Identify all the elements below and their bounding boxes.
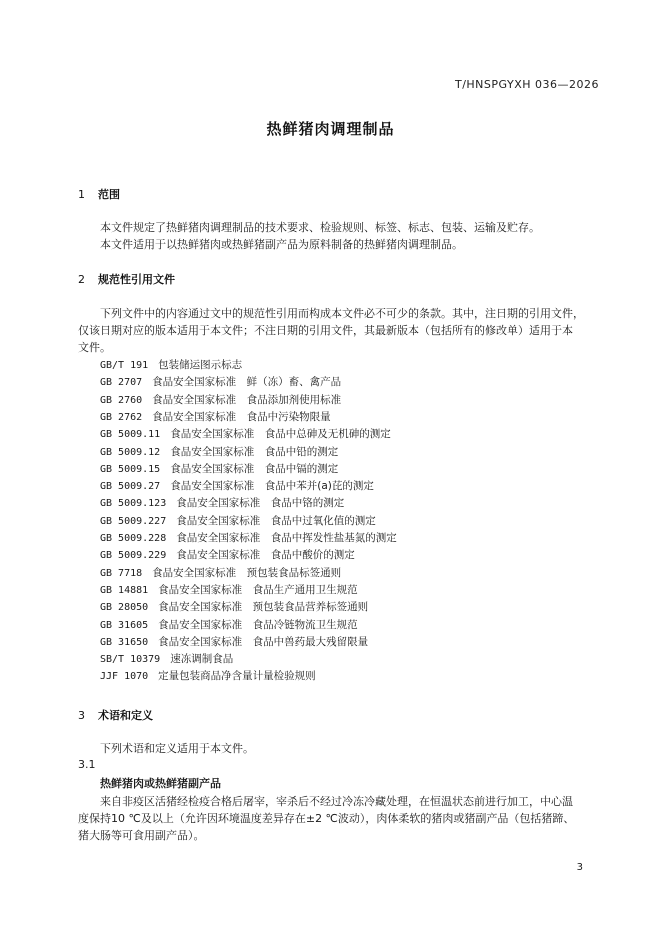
standard-code: T/HNSPGYXH 036—2026 [454,78,599,91]
term-definition-line-1: 来自非疫区活猪经检疫合格后屠宰，宰杀后不经过冷冻冷藏处理，在恒温状态前进行加工，中心温 [100,795,573,808]
normative-intro-line-1: 下列文件中的内容通过文中的规范性引用而构成本文件必不可少的条款。其中，注日期的引用文件， [100,307,584,320]
section-title: 术语和定义 [98,709,153,722]
section-number: 2 [78,273,85,286]
reference-code: GB 5009.12 [100,446,161,458]
reference-title: 食品安全国家标准 食品中挥发性盐基氮的测定 [176,532,397,544]
reference-code: GB 5009.228 [100,533,167,544]
scope-paragraph-2: 本文件适用于以热鲜猪肉或热鲜猪副产品为原料制备的热鲜猪肉调理制品。 [100,238,463,251]
section-3-heading [78,707,153,723]
section-number: 3 [78,709,85,722]
reference-item [100,565,341,582]
reference-item [100,617,358,634]
page-number: 3 [576,862,583,873]
reference-code: GB 31605 [100,619,149,631]
reference-title: 食品安全国家标准 食品中镉的测定 [170,462,339,475]
reference-code: GB 5009.229 [100,550,167,562]
scope-paragraph-1: 本文件规定了热鲜猪肉调理制品的技术要求、检验规则、标签、标志、包装、运输及贮存。 [100,221,540,234]
reference-code: GB 31650 [100,636,149,648]
reference-title: 食品安全国家标准 鲜（冻）畜、禽产品 [152,376,342,389]
term-number: 3.1 [78,758,96,771]
reference-item [100,599,368,616]
normative-intro-line-3: 文件。 [78,341,111,354]
reference-code: SB/T 10379 [100,654,161,666]
reference-title: 速冻调制食品 [170,653,234,666]
reference-item [100,668,316,685]
reference-title: 食品安全国家标准 食品添加剂使用标准 [152,393,342,406]
reference-title: 定量包装商品净含量计量检验规则 [158,670,316,683]
reference-code: JJF 1070 [100,671,149,683]
document-title: 热鲜猪肉调理制品 [266,120,395,138]
term-title: 热鲜猪肉或热鲜猪副产品 [100,777,221,790]
reference-title: 食品安全国家标准 食品中过氧化值的测定 [176,514,376,527]
reference-item [100,461,338,478]
reference-item [100,547,355,564]
reference-title: 食品安全国家标准 食品中酸价的测定 [176,549,355,562]
reference-title: 包装储运图示标志 [158,359,243,371]
reference-title: 食品安全国家标准 食品中苯并(a)芘的测定 [170,480,374,493]
reference-item [100,357,242,374]
reference-code: GB/T 191 [100,360,149,371]
reference-title: 食品安全国家标准 食品中铬的测定 [176,497,345,510]
reference-code: GB 5009.227 [100,515,167,527]
reference-item [100,530,397,547]
term-definition-line-3: 猪大肠等可食用副产品）。 [78,829,205,842]
reference-code: GB 5009.27 [100,481,161,493]
reference-code: GB 28050 [100,602,149,614]
reference-item [100,495,344,512]
reference-code: GB 5009.11 [100,429,161,441]
reference-item [100,513,376,530]
reference-title: 食品安全国家标准 食品中总砷及无机砷的测定 [170,428,391,441]
reference-code: GB 2762 [100,411,143,423]
reference-title: 食品安全国家标准 预包装食品营养标签通则 [158,601,369,614]
reference-item [100,478,374,495]
terms-intro: 下列术语和定义适用于本文件。 [100,742,254,755]
reference-code: GB 14881 [100,584,149,596]
reference-title: 食品安全国家标准 食品生产通用卫生规范 [158,583,358,596]
reference-title: 食品安全国家标准 食品中铅的测定 [170,445,339,458]
reference-item [100,392,341,409]
normative-intro-line-2: 仅该日期对应的版本适用于本文件；不注日期的引用文件，其最新版本（包括所有的修改单）适用于本 [78,324,573,337]
reference-title: 食品安全国家标准 预包装食品标签通则 [152,566,342,579]
reference-code: GB 2707 [100,377,143,389]
reference-item [100,426,391,443]
reference-item [100,651,233,668]
reference-code: GB 2760 [100,394,143,406]
reference-title: 食品安全国家标准 食品中污染物限量 [152,410,331,423]
reference-item [100,409,331,426]
section-number: 1 [78,188,85,201]
reference-item [100,444,338,461]
section-2-heading [78,271,175,287]
reference-item [100,582,358,599]
reference-code: GB 7718 [100,567,143,579]
reference-item [100,374,341,391]
term-definition-line-2: 度保持10 ℃及以上（允许因环境温度差异存在±2 ℃波动），肉体柔软的猪肉或猪副产品（包括猪蹄、 [78,812,575,825]
section-title: 范围 [98,188,120,201]
reference-title: 食品安全国家标准 食品冷链物流卫生规范 [158,618,358,631]
reference-code: GB 5009.15 [100,463,161,475]
section-1-heading [78,186,120,202]
reference-item [100,634,368,651]
reference-title: 食品安全国家标准 食品中兽药最大残留限量 [158,635,369,648]
reference-code: GB 5009.123 [100,498,167,510]
section-title: 规范性引用文件 [98,273,175,286]
